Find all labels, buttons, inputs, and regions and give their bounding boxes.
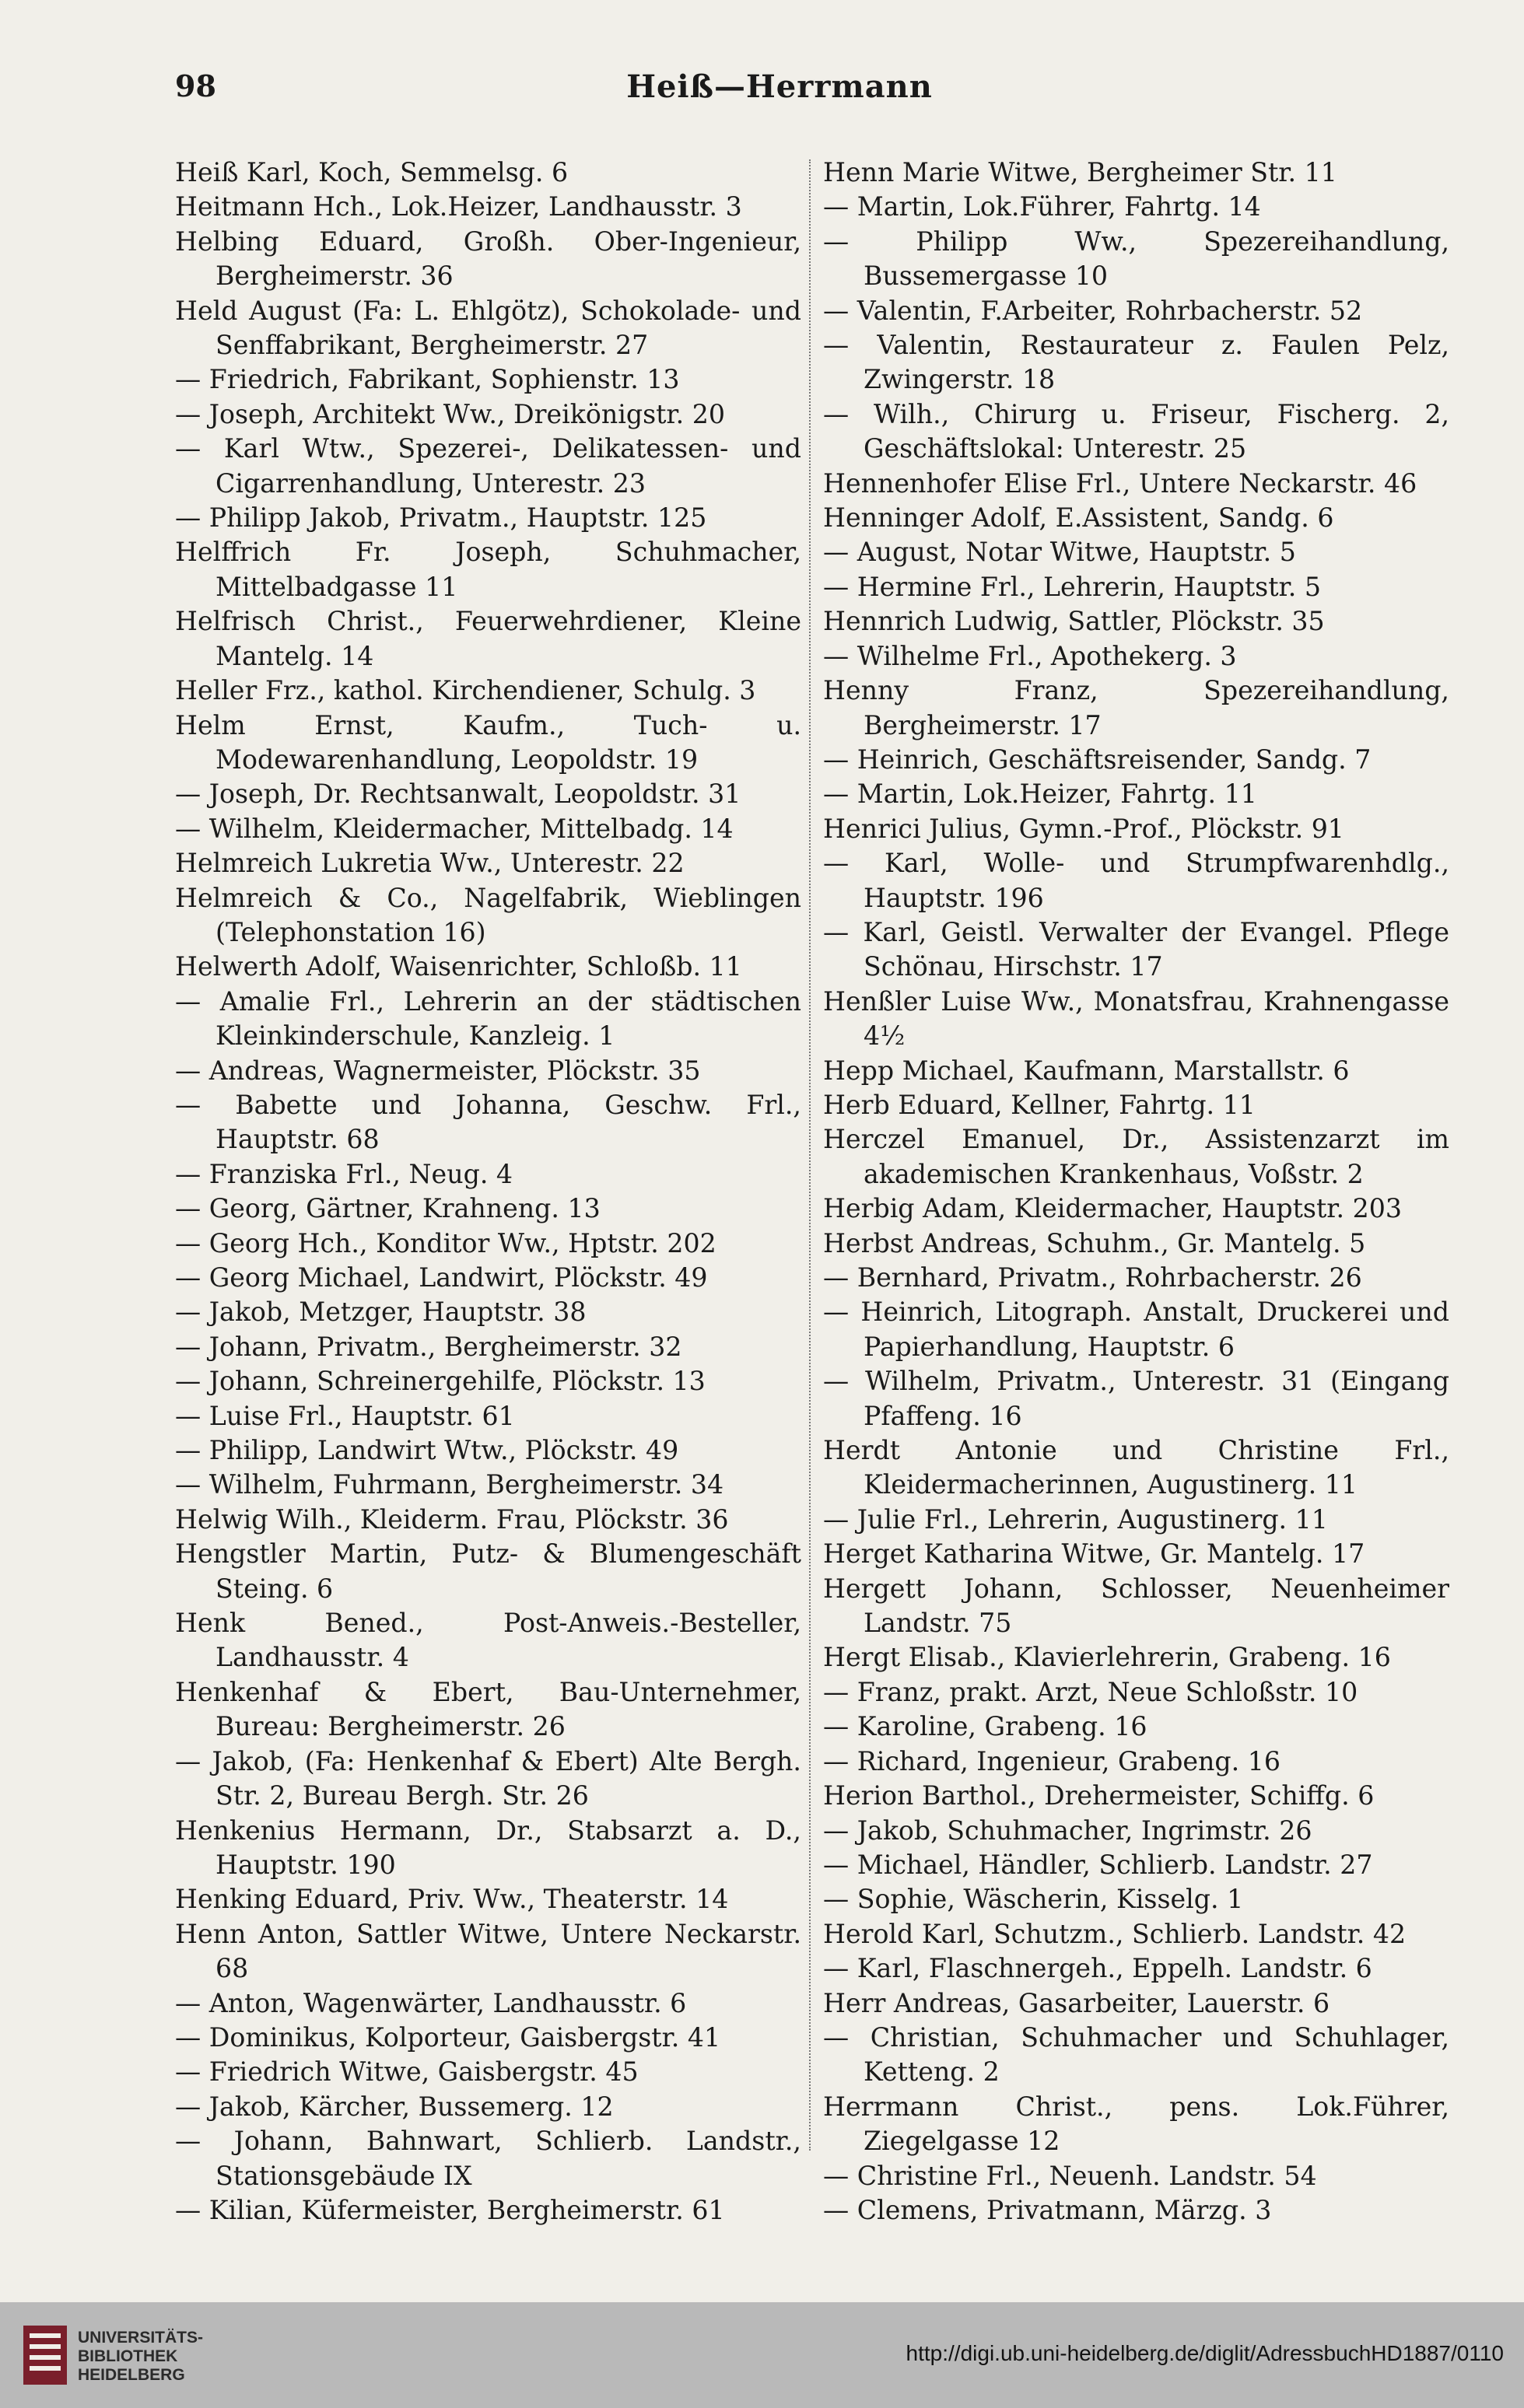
directory-entry: — Dominikus, Kolporteur, Gaisbergstr. 41 bbox=[175, 2021, 721, 2053]
directory-entry: — Andreas, Wagnermeister, Plöckstr. 35 bbox=[175, 1055, 701, 1086]
directory-entry: — Wilhelm, Privatm., Unterestr. 31 (Eingang Pfaffeng. 16 bbox=[823, 1366, 1449, 1431]
directory-entry: — Jakob, Schuhmacher, Ingrimstr. 26 bbox=[823, 1815, 1312, 1846]
directory-entry: — Heinrich, Litograph. Anstalt, Druckerei und Papierhandlung, Hauptstr. 6 bbox=[823, 1297, 1449, 1362]
directory-entry: — Karl, Geistl. Verwalter der Evangel. Pflege Schönau, Hirschstr. 17 bbox=[823, 916, 1449, 982]
directory-entry: Held August (Fa: L. Ehlgötz), Schokolade- und Senffabrikant, Bergheimerstr. 27 bbox=[175, 295, 801, 361]
directory-entry: Helwerth Adolf, Waisenrichter, Schloßb. 11 bbox=[175, 951, 742, 982]
directory-entry: — Karl, Wolle- und Strumpfwarenhdlg., Hauptstr. 196 bbox=[823, 848, 1449, 913]
directory-entry: Henninger Adolf, E.Assistent, Sandg. 6 bbox=[823, 502, 1334, 534]
directory-entry: Herrmann Christ., pens. Lok.Führer, Ziegelgasse 12 bbox=[823, 2091, 1449, 2157]
directory-entry: Herb Eduard, Kellner, Fahrtg. 11 bbox=[823, 1089, 1256, 1120]
directory-entry: — Michael, Händler, Schlierb. Landstr. 27 bbox=[823, 1849, 1373, 1880]
column-divider bbox=[809, 159, 811, 2151]
directory-entry: Herion Barthol., Drehermeister, Schiffg. 6 bbox=[823, 1780, 1375, 1811]
directory-entry: Hennrich Ludwig, Sattler, Plöckstr. 35 bbox=[823, 606, 1325, 637]
directory-entry: — Jakob, Kärcher, Bussemerg. 12 bbox=[175, 2091, 614, 2122]
directory-entry: Helmreich Lukretia Ww., Unterestr. 22 bbox=[175, 848, 685, 879]
library-name-line: HEIDELBERG bbox=[78, 2366, 185, 2384]
directory-entry: Hengstler Martin, Putz- & Blumengeschäft Steing. 6 bbox=[175, 1538, 801, 1604]
library-name-line: UNIVERSITÄTS- bbox=[78, 2329, 204, 2347]
directory-entry: Henkenius Hermann, Dr., Stabsarzt a. D., Hauptstr. 190 bbox=[175, 1815, 801, 1880]
source-url[interactable]: http://digi.ub.uni-heidelberg.de/diglit/AdressbuchHD1887/0110 bbox=[906, 2341, 1504, 2365]
directory-entry: Herbig Adam, Kleidermacher, Hauptstr. 203 bbox=[823, 1193, 1402, 1224]
directory-entry: — Wilhelm, Fuhrmann, Bergheimerstr. 34 bbox=[175, 1469, 724, 1500]
directory-entry: Hennenhofer Elise Frl., Untere Neckarstr. 46 bbox=[823, 467, 1417, 499]
directory-entry: Hergt Elisab., Klavierlehrerin, Grabeng. 16 bbox=[823, 1642, 1391, 1673]
directory-entry: Heiß Karl, Koch, Semmelsg. 6 bbox=[175, 157, 569, 187]
directory-entry: — Anton, Wagenwärter, Landhausstr. 6 bbox=[175, 1987, 687, 2018]
directory-entry: — Karl, Flaschnergeh., Eppelh. Landstr. 6 bbox=[823, 1953, 1372, 1984]
directory-entry: — Christian, Schuhmacher und Schuhlager, Ketteng. 2 bbox=[823, 2021, 1449, 2088]
directory-entry: — Georg, Gärtner, Krahneng. 13 bbox=[175, 1193, 601, 1224]
directory-entry: — Jakob, Metzger, Hauptstr. 38 bbox=[175, 1297, 587, 1328]
directory-entry: — Franz, prakt. Arzt, Neue Schloßstr. 10 bbox=[823, 1676, 1358, 1707]
directory-entry: — Friedrich Witwe, Gaisbergstr. 45 bbox=[175, 2056, 639, 2088]
directory-entry: Henßler Luise Ww., Monatsfrau, Krahnengasse 4½ bbox=[823, 985, 1449, 1052]
directory-entry: — Jakob, (Fa: Henkenhaf & Ebert) Alte Bergh. Str. 2, Bureau Bergh. Str. 26 bbox=[175, 1745, 801, 1811]
directory-entry: Herget Katharina Witwe, Gr. Mantelg. 17 bbox=[823, 1538, 1365, 1570]
directory-entry: — Babette und Johanna, Geschw. Frl., Hauptstr. 68 bbox=[175, 1089, 801, 1155]
directory-entry: — Martin, Lok.Heizer, Fahrtg. 11 bbox=[823, 779, 1257, 810]
library-logo-icon bbox=[23, 2326, 67, 2385]
directory-entry: Herbst Andreas, Schuhm., Gr. Mantelg. 5 bbox=[823, 1227, 1366, 1258]
directory-entry: Heitmann Hch., Lok.Heizer, Landhausstr. 3 bbox=[175, 191, 742, 222]
directory-entry: Herr Andreas, Gasarbeiter, Lauerstr. 6 bbox=[823, 1987, 1330, 2018]
directory-entry: Herdt Antonie und Christine Frl., Kleidermacherinnen, Augustinerg. 11 bbox=[823, 1435, 1449, 1500]
library-name bbox=[78, 2329, 203, 2385]
directory-entry: — Philipp Jakob, Privatm., Hauptstr. 125 bbox=[175, 502, 707, 534]
directory-entry: Herold Karl, Schutzm., Schlierb. Landstr. 42 bbox=[823, 1918, 1407, 1949]
directory-entry: — Heinrich, Geschäftsreisender, Sandg. 7 bbox=[823, 744, 1372, 775]
directory-entry: — Karoline, Grabeng. 16 bbox=[823, 1711, 1147, 1742]
page-number: 98 bbox=[175, 68, 216, 103]
directory-entry: Henn Anton, Sattler Witwe, Untere Neckarstr. 68 bbox=[175, 1918, 801, 1984]
page-header bbox=[167, 68, 1392, 115]
left-column bbox=[175, 156, 801, 2228]
directory-entry: — Kilian, Küfermeister, Bergheimerstr. 61 bbox=[175, 2194, 725, 2225]
directory-entry: Helm Ernst, Kaufm., Tuch- u. Modewarenhandlung, Leopoldstr. 19 bbox=[175, 709, 801, 775]
directory-entry: — Georg Hch., Konditor Ww., Hptstr. 202 bbox=[175, 1227, 716, 1258]
right-column bbox=[823, 156, 1449, 2228]
directory-entry: — Franziska Frl., Neug. 4 bbox=[175, 1158, 513, 1189]
directory-entry: — Friedrich, Fabrikant, Sophienstr. 13 bbox=[175, 364, 680, 395]
directory-entry: Henking Eduard, Priv. Ww., Theaterstr. 14 bbox=[175, 1884, 729, 1915]
running-head: Heiß—Herrmann bbox=[626, 68, 933, 105]
directory-entry: Hepp Michael, Kaufmann, Marstallstr. 6 bbox=[823, 1055, 1350, 1086]
directory-entry: Heller Frz., kathol. Kirchendiener, Schulg. 3 bbox=[175, 675, 756, 706]
directory-entry: — Christine Frl., Neuenh. Landstr. 54 bbox=[823, 2160, 1317, 2191]
directory-entry: Hergett Johann, Schlosser, Neuenheimer Landstr. 75 bbox=[823, 1573, 1449, 1639]
directory-entry: Herczel Emanuel, Dr., Assistenzarzt im akademischen Krankenhaus, Voßstr. 2 bbox=[823, 1124, 1449, 1189]
directory-entry: — Joseph, Architekt Ww., Dreikönigstr. 20 bbox=[175, 398, 725, 429]
directory-entry: — Julie Frl., Lehrerin, Augustinerg. 11 bbox=[823, 1503, 1328, 1535]
directory-entry: Henn Marie Witwe, Bergheimer Str. 11 bbox=[823, 157, 1337, 187]
directory-entry: — Johann, Schreinergehilfe, Plöckstr. 13 bbox=[175, 1366, 706, 1397]
directory-entry: — Joseph, Dr. Rechtsanwalt, Leopoldstr. 31 bbox=[175, 779, 741, 810]
directory-entry: Henny Franz, Spezereihandlung, Bergheimerstr. 17 bbox=[823, 675, 1449, 740]
directory-entry: Henk Bened., Post-Anweis.-Besteller, Landhausstr. 4 bbox=[175, 1608, 801, 1673]
directory-entry: — Wilh., Chirurg u. Friseur, Fischerg. 2, Geschäftslokal: Unterestr. 25 bbox=[823, 398, 1449, 464]
directory-entry: — Martin, Lok.Führer, Fahrtg. 14 bbox=[823, 191, 1261, 222]
directory-entry: — Georg Michael, Landwirt, Plöckstr. 49 bbox=[175, 1262, 708, 1293]
footer-bar bbox=[0, 2302, 1524, 2408]
directory-entry: Helfrisch Christ., Feuerwehrdiener, Kleine Mantelg. 14 bbox=[175, 606, 801, 671]
directory-entry: Helmreich & Co., Nagelfabrik, Wieblingen (Telephonstation 16) bbox=[175, 882, 801, 947]
directory-entry: — Wilhelme Frl., Apothekerg. 3 bbox=[823, 640, 1237, 671]
directory-entry: — Johann, Bahnwart, Schlierb. Landstr., Stationsgebäude IX bbox=[175, 2126, 801, 2191]
directory-entry: Henkenhaf & Ebert, Bau-Unternehmer, Bureau: Bergheimerstr. 26 bbox=[175, 1676, 801, 1742]
directory-entry: Helwig Wilh., Kleiderm. Frau, Plöckstr. 36 bbox=[175, 1503, 729, 1535]
directory-entry: Henrici Julius, Gymn.-Prof., Plöckstr. 91 bbox=[823, 813, 1344, 844]
directory-entry: — Wilhelm, Kleidermacher, Mittelbadg. 14 bbox=[175, 813, 734, 844]
directory-entry: — Sophie, Wäscherin, Kisselg. 1 bbox=[823, 1884, 1244, 1915]
directory-entry: — Philipp, Landwirt Wtw., Plöckstr. 49 bbox=[175, 1435, 679, 1466]
directory-entry: — Philipp Ww., Spezereihandlung, Bussemergasse 10 bbox=[823, 226, 1449, 292]
directory-entry: — Valentin, Restaurateur z. Faulen Pelz, Zwingerstr. 18 bbox=[823, 330, 1449, 395]
directory-entry: — Bernhard, Privatm., Rohrbacherstr. 26 bbox=[823, 1262, 1362, 1293]
directory-entry: Helffrich Fr. Joseph, Schuhmacher, Mittelbadgasse 11 bbox=[175, 537, 801, 602]
library-name-line: BIBLIOTHEK bbox=[78, 2347, 178, 2365]
directory-entry: — Richard, Ingenieur, Grabeng. 16 bbox=[823, 1745, 1281, 1776]
directory-entry: — Luise Frl., Hauptstr. 61 bbox=[175, 1400, 515, 1431]
directory-entry: — August, Notar Witwe, Hauptstr. 5 bbox=[823, 537, 1296, 568]
directory-entry: — Hermine Frl., Lehrerin, Hauptstr. 5 bbox=[823, 571, 1321, 602]
directory-entry: Helbing Eduard, Großh. Ober-Ingenieur, Bergheimerstr. 36 bbox=[175, 226, 801, 292]
directory-entry: — Clemens, Privatmann, Märzg. 3 bbox=[823, 2194, 1272, 2225]
directory-entry: — Amalie Frl., Lehrerin an der städtischen Kleinkinderschule, Kanzleig. 1 bbox=[175, 985, 801, 1052]
directory-entry: — Johann, Privatm., Bergheimerstr. 32 bbox=[175, 1331, 682, 1362]
directory-entry: — Valentin, F.Arbeiter, Rohrbacherstr. 52 bbox=[823, 295, 1363, 326]
directory-entry: — Karl Wtw., Spezerei-, Delikatessen- und Cigarrenhandlung, Unterestr. 23 bbox=[175, 433, 801, 499]
